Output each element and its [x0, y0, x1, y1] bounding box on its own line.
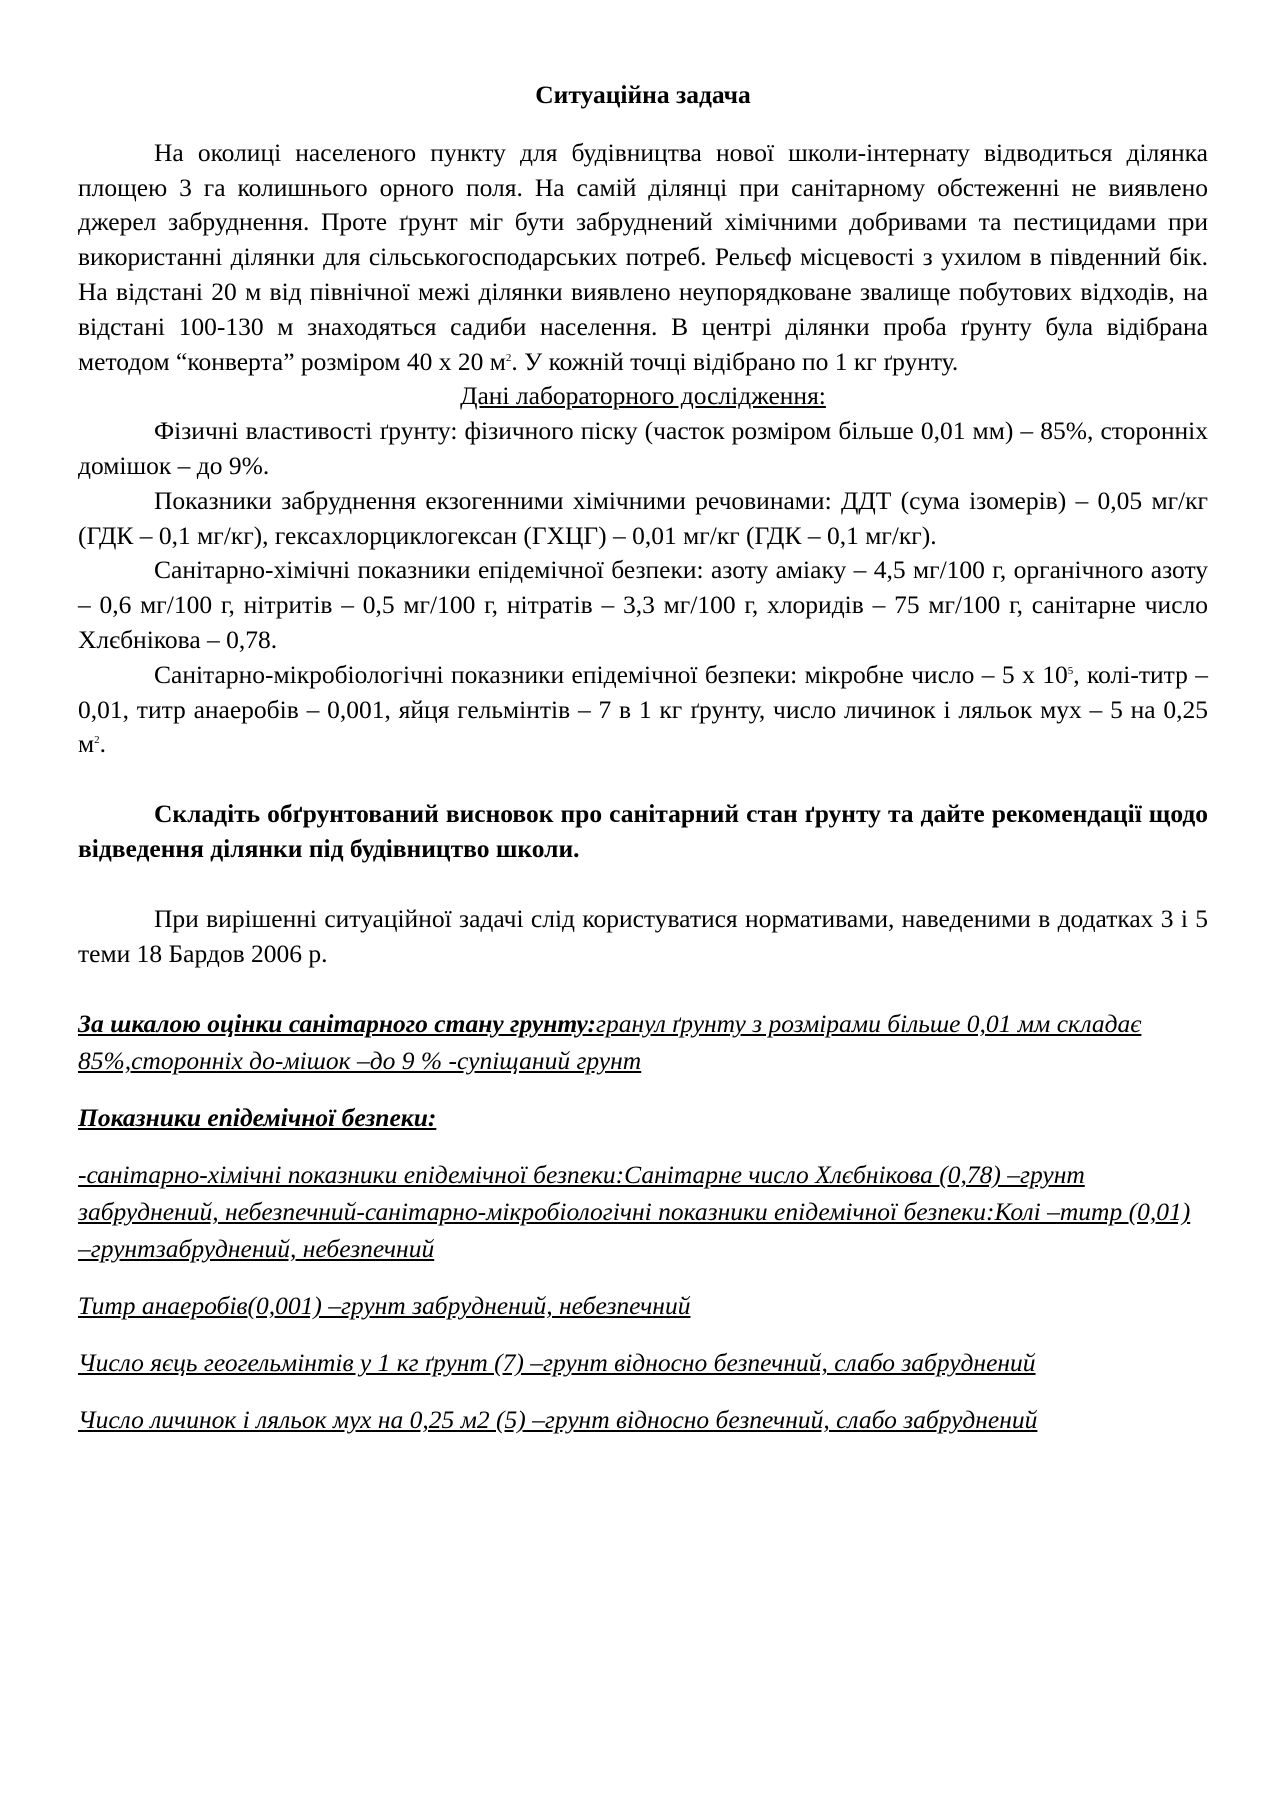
micro-text-2: , колі-титр – 0,01, титр анаеробів – 0,001, яйця гельмінтів – 7 в 1 кг ґрунту, число личинок і ляльок мух – 5 на 0,25 м	[78, 659, 1208, 759]
intro-text-2: . У кожній точці відібрано по 1 кг ґрунту.	[511, 346, 959, 376]
document-page	[78, 78, 1208, 1458]
intro-text-1: На околиці населеного пункту для будівництва нової школи-інтернату відводиться ділянка площею 3 га колишнього орного поля. На самій ділянці при санітарному обстеженні не виявлено джерел забруднення. Проте ґрунт міг бути забруднений хімічними добривами та пестицидами при використанні ділянки для сільськогосподарських потреб. Рельєф місцевості з ухилом в південний бік. На відстані 20 м від північної межі ділянки виявлено неупорядковане звалище побутових відходів, на відстані 100-130 м знаходяться садиби населення. В центрі ділянки проба ґрунту була відібрана методом “конверта” розміром 40 х 20 м	[78, 137, 1208, 376]
task-statement: Складіть обґрунтований висновок про санітарний стан ґрунту та дайте рекомендації щодо відведення ділянки під будівництво школи.	[78, 799, 1208, 863]
conclusion-flies: Число личинок і ляльок мух на 0,25 м2 (5) –грунт відносно безпечний, слабо забруднений	[78, 1405, 1038, 1435]
conclusion-helminth: Число яєць геогельмінтів у 1 кг ґрунт (7) –грунт відносно безпечний, слабо забруднений	[78, 1348, 1036, 1378]
document-title: Ситуаційна задача	[535, 80, 751, 109]
conclusion-scale-text: гранул ґрунту з розмірами більше 0,01 мм складає 85%,сторонніх до-мішок –до 9 % -супіщаний грунт	[78, 1009, 1142, 1076]
conclusion-scale	[78, 1005, 1208, 1079]
lab-heading: Дані лабораторного дослідження:	[460, 381, 826, 411]
conclusion-epi-text: -санітарно-хімічні показники епідемічної безпеки:Санітарне число Хлєбнікова (0,78) –грунт забруднений, небезпечний-санітарно-мікробіологічні показники епідемічної безпеки:Колі –титр (0,01) –грунтзабруднений, небезпечний	[78, 1160, 1191, 1264]
physical-properties: Фізичні властивості ґрунту: фізичного піску (часток розміром більше 0,01 мм) – 85%, сторонніх домішок – до 9%.	[78, 416, 1208, 480]
sanitary-chemical-indicators: Санітарно-хімічні показники епідемічної безпеки: азоту аміаку – 4,5 мг/100 г, органічного азоту – 0,6 мг/100 г, нітритів – 0,5 мг/100 г, нітратів – 3,3 мг/100 г, хлоридів – 75 мг/100 г, санітарне число Хлєбнікова – 0,78.	[78, 555, 1208, 654]
microbiological-indicators	[78, 658, 1208, 762]
micro-sup-1: 5	[1067, 664, 1074, 677]
task-description	[78, 136, 1208, 380]
micro-sup-2: 2	[94, 734, 100, 747]
micro-text-1: Санітарно-мікробіологічні показники епідемічної безпеки: мікробне число – 5 х 10	[154, 659, 1068, 689]
micro-text-3: .	[99, 729, 107, 759]
chemical-contamination: Показники забруднення екзогенними хімічними речовинами: ДДТ (сума ізомерів) – 0,05 мг/кг (ГДК – 0,1 мг/кг), гексахлорциклогексан (ГХЦГ) – 0,01 мг/кг (ГДК – 0,1 мг/кг).	[78, 485, 1208, 550]
conclusion-anaerob: Титр анаеробів(0,001) –грунт забруднений, небезпечний	[78, 1291, 691, 1321]
conclusion-scale-label: За шкалою оцінки санітарного стану грунту:	[78, 1009, 597, 1039]
conclusion-epi-heading: Показники епідемічної безпеки:	[78, 1103, 437, 1133]
reference-note: При вирішенні ситуаційної задачі слід користуватися нормативами, наведеними в додатках 3 і 5 теми 18 Бардов 2006 р.	[78, 903, 1208, 968]
intro-sup: 2	[505, 351, 512, 364]
